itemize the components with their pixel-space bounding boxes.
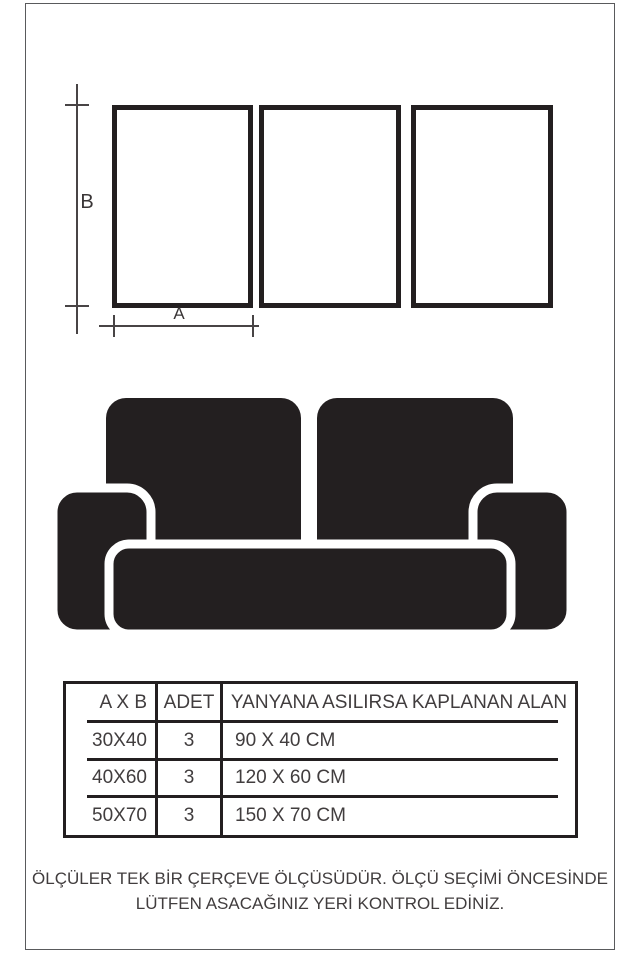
table-row-separator (87, 795, 558, 798)
table-cell-area: 150 X 70 CM (235, 805, 346, 827)
dimension-tick-b-top (65, 104, 89, 106)
picture-frame-3 (411, 105, 553, 308)
table-row-separator (87, 758, 558, 761)
dimension-tick-a-right (252, 315, 254, 337)
table-cell-qty: 3 (158, 797, 223, 835)
disclaimer-note (26, 866, 614, 916)
picture-frame-1 (112, 105, 253, 308)
table-row-separator (87, 720, 558, 723)
dimension-line-a (99, 325, 259, 327)
sofa-icon (53, 396, 571, 636)
table-cell-qty: 3 (158, 760, 223, 798)
disclaimer-line-1: ÖLÇÜLER TEK BİR ÇERÇEVE ÖLÇÜSÜDÜR. ÖLÇÜ SEÇİMİ ÖNCESİNDE (32, 869, 608, 888)
table-cell-size: 40X60 (66, 760, 158, 798)
size-table (63, 681, 578, 838)
product-info-card (25, 3, 615, 950)
picture-frame-2 (259, 105, 401, 308)
table-header-size: A X B (66, 684, 158, 722)
table-cell-size: 30X40 (66, 722, 158, 760)
sofa-seat (109, 544, 511, 634)
table-cell-size: 50X70 (66, 797, 158, 835)
disclaimer-line-2: LÜTFEN ASACAĞINIZ YERİ KONTROL EDİNİZ. (135, 894, 505, 913)
table-cell-area: 120 X 60 CM (235, 767, 346, 789)
table-cell-area: 90 X 40 CM (235, 729, 336, 751)
table-header-qty: ADET (158, 684, 223, 722)
table-header-area: YANYANA ASILIRSA KAPLANAN ALAN (230, 691, 568, 713)
table-cell-qty: 3 (158, 722, 223, 760)
dimension-tick-b-bottom (65, 305, 89, 307)
dimension-label-b: B (80, 191, 94, 213)
dimension-tick-a-left (113, 315, 115, 337)
dimension-label-a: A (173, 304, 185, 323)
